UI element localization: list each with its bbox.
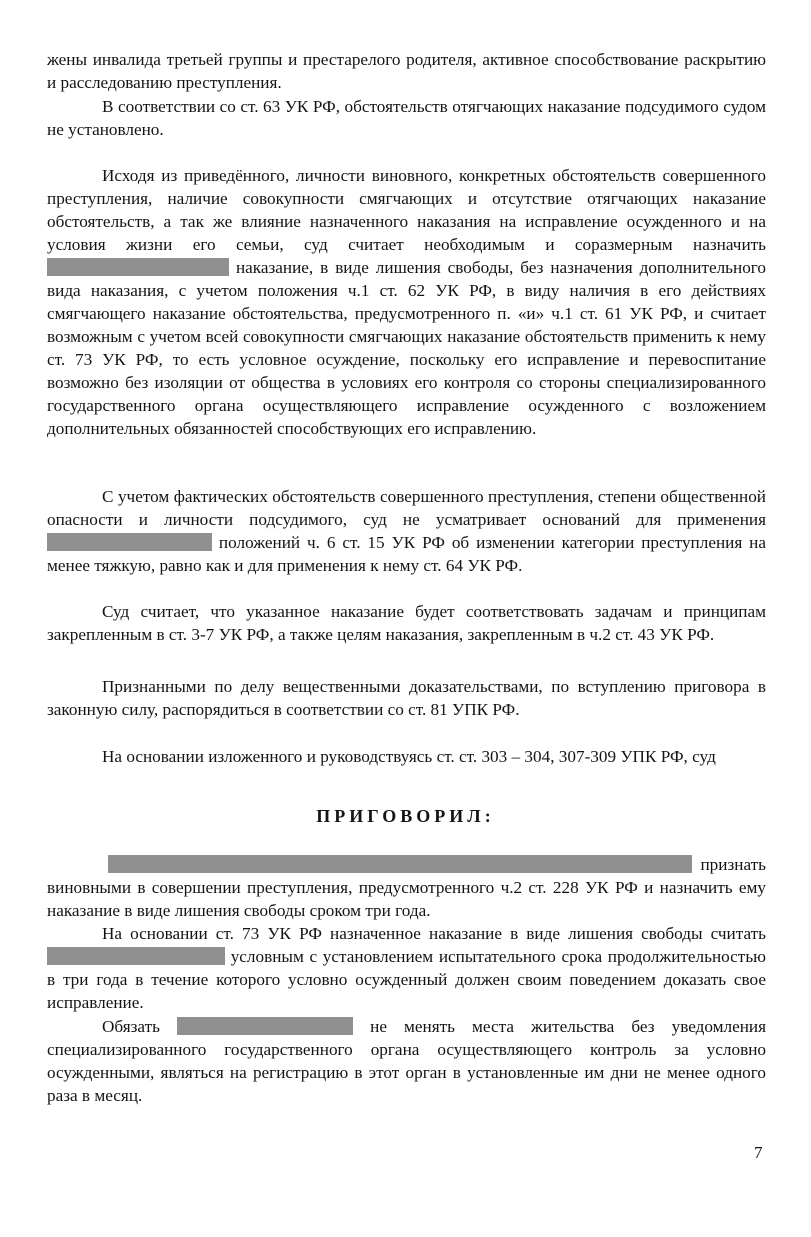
paragraph-no-grounds: [47, 485, 766, 577]
verdict-guilty: [47, 853, 766, 922]
paragraph-text: наказание, в виде лишения свободы, без назначения дополнительного вида наказания, с учетом положения ч.1 ст. 62 УК РФ, в виду наличия в его действиях смягчающего наказание обстоятельства, предусмотренного п. «и» ч.1 ст. 61 УК РФ, и считает возможным с учетом всей совокупности смягчающих наказание обстоятельств применить к нему ст. 73 УК РФ, то есть условное осуждение, поскольку его исправление и перевоспитание возможно без изоляции от общества в условиях его контроля со стороны специализированного государственного органа осуществляющего исправление осужденного с возложением дополнительных обязанностей способствующих его исправлению.: [47, 258, 767, 438]
verdict-first-line: [47, 853, 766, 876]
paragraph-mitigating-end: [47, 48, 766, 94]
paragraph-evidence: [47, 675, 766, 721]
paragraph-purposes: [47, 600, 766, 646]
redaction-block: [47, 258, 229, 276]
paragraph-legal-basis: [47, 745, 766, 768]
redaction-block: [108, 855, 692, 873]
paragraph-text: Признанными по делу вещественными доказательствами, по вступлению приговора в законную силу, распорядиться в соответствии со ст. 81 УПК РФ.: [47, 677, 766, 719]
paragraph-text: В соответствии со ст. 63 УК РФ, обстоятельств отягчающих наказание подсудимого судом не установлено.: [47, 97, 766, 139]
verdict-obligations: [47, 1015, 766, 1107]
redaction-block: [47, 533, 212, 551]
verdict-heading: ПРИГОВОРИЛ:: [316, 806, 495, 826]
paragraph-text: На основании изложенного и руководствуясь ст. ст. 303 – 304, 307-309 УПК РФ, суд: [102, 747, 716, 766]
page-number: 7: [754, 1143, 763, 1162]
redaction-block: [177, 1017, 353, 1035]
paragraph-text: На основании ст. 73 УК РФ назначенное наказание в виде лишения свободы считать: [102, 924, 766, 943]
verdict-probation: [47, 922, 766, 1014]
paragraph-text: положений ч. 6 ст. 15 УК РФ об изменении категории преступления на менее тяжкую, равно как и для применения к нему ст. 64 УК РФ.: [47, 533, 766, 575]
redaction-block: [47, 947, 225, 965]
paragraph-text: признать: [700, 855, 766, 874]
paragraph-text: виновными в совершении преступления, предусмотренного ч.2 ст. 228 УК РФ и назначить ему наказание в виде лишения свободы сроком три года.: [47, 878, 766, 920]
paragraph-text: не менять места жительства без уведомления специализированного государственного органа осуществляющего контроль за условно осужденными, являться на регистрацию в этот орган в установленные им дни не менее одного раза в месяц.: [47, 1017, 767, 1105]
paragraph-text: Суд считает, что указанное наказание будет соответствовать задачам и принципам закрепленным в ст. 3-7 УК РФ, а также целям наказания, закрепленным в ч.2 ст. 43 УК РФ.: [47, 602, 766, 644]
paragraph-text: условным с установлением испытательного срока продолжительностью в три года в течение которого условно осужденный должен своим поведением доказать свое исправление.: [47, 947, 766, 1012]
paragraph-text: С учетом фактических обстоятельств совершенного преступления, степени общественной опасности и личности подсудимого, суд не усматривает оснований для применения: [47, 487, 766, 529]
paragraph-text: Обязать: [102, 1017, 160, 1036]
paragraph-text: Исходя из приведённого, личности виновного, конкретных обстоятельств совершенного преступления, наличие совокупности смягчающих и отсутствие отягчающих наказание обстоятельств, а так же влияние назначенного наказания на исправление осужденного и на условия жизни его семьи, суд считает необходимым и соразмерным назначить: [47, 166, 766, 254]
paragraph-text: жены инвалида третьей группы и престарелого родителя, активное способствование раскрытию и расследованию преступления.: [47, 50, 766, 92]
paragraph-aggravating: [47, 95, 766, 141]
paragraph-sentence-reasoning: [47, 164, 766, 440]
